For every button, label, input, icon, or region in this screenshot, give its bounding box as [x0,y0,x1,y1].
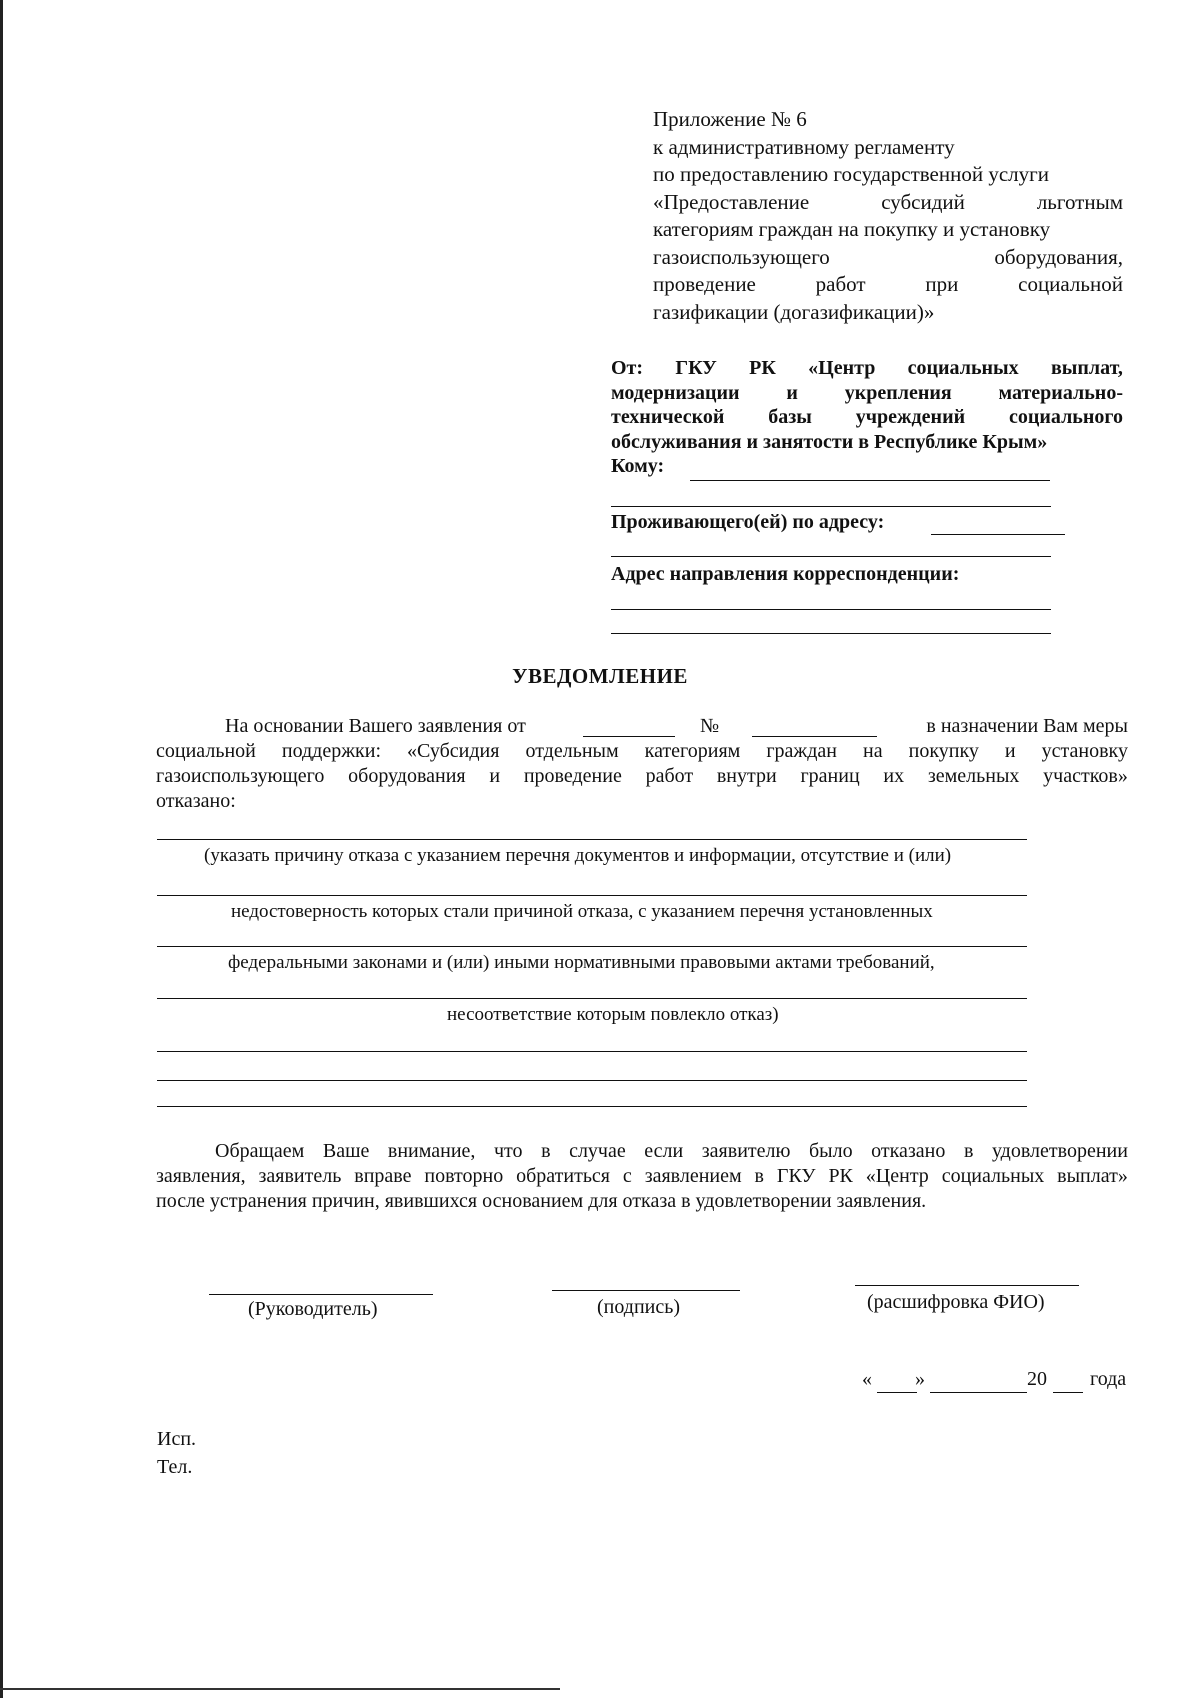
signature-caption: (подпись) [597,1296,681,1318]
word: От: [611,357,644,379]
word: поддержки: [281,740,382,762]
date-month-line[interactable] [930,1392,1027,1393]
date-century: 20 [1027,1368,1047,1390]
word: Ваше [322,1140,370,1162]
executor-label: Исп. [157,1428,197,1450]
scan-bottom-edge [0,1688,560,1690]
annex-line-text: по предоставлению государственной услуги [653,162,1049,186]
body-text-part1: На основании Вашего заявления от [225,715,526,737]
word: заявления, [156,1165,246,1187]
word: заявителю [701,1140,791,1162]
word: газоиспользующего [653,244,830,269]
attention-line-2 [156,1164,1128,1189]
word: работ [645,765,694,787]
application-number-line[interactable] [752,736,877,737]
word: укрепления [844,381,952,404]
word: РК [828,1165,853,1187]
address-field-line[interactable] [931,534,1065,535]
sender-line-justified [611,405,1123,430]
word: технической [611,406,725,428]
word: повторно [424,1165,504,1187]
date-day-line[interactable] [877,1392,917,1393]
word: оборудования [348,765,466,787]
word: социальной [1018,272,1123,296]
word: в [963,1140,974,1162]
word: внимание, [387,1140,476,1162]
word: заявитель [258,1165,342,1187]
recipient-label: Кому: [611,455,665,477]
annex-line: к административному регламенту [653,134,955,159]
head-signature-line[interactable] [209,1294,433,1295]
word: субсидий [881,189,965,214]
word: социальных [941,1165,1045,1187]
word: модернизации [611,381,740,404]
annex-line-justified [653,189,1123,217]
recipient-field-line[interactable] [690,480,1050,481]
annex-line: Приложение № 6 [653,107,807,131]
reason-hint-4: несоответствие которым повлекло отказ) [447,1004,779,1025]
word: социальных [907,357,1019,379]
word: социального [1008,406,1123,428]
reason-line-6[interactable] [157,1080,1027,1081]
word: категориям [644,740,741,762]
notice-body-line-2 [156,739,1128,764]
word: социальной [156,740,256,762]
word: проведение [653,272,756,296]
word: работ [815,272,866,296]
word: базы [768,406,812,428]
reason-line-5[interactable] [157,1051,1027,1052]
correspondence-field-line-2[interactable] [611,633,1051,634]
signature-line[interactable] [552,1290,740,1291]
word: обратиться [516,1165,611,1187]
word: заявлением [644,1165,742,1187]
reason-hint-2: недостоверность которых стали причиной отказа, с указанием перечня установленных [231,901,933,922]
word: было [809,1140,853,1162]
word: что [493,1140,523,1162]
correspondence-label: Адрес направления корреспонденции: [611,563,960,585]
date-open-quote: « [862,1368,872,1390]
head-caption: (Руководитель) [248,1298,378,1320]
application-date-line[interactable] [583,736,675,737]
reason-line-1[interactable] [157,839,1027,840]
recipient-field-line-2[interactable] [611,506,1051,507]
word: выплат, [1050,357,1123,379]
notice-title: УВЕДОМЛЕНИЕ [512,664,688,688]
word: оборудования, [994,244,1123,269]
attention-line-1 [156,1139,1128,1164]
word: льготным [1036,189,1123,214]
reason-line-4[interactable] [157,998,1027,999]
notice-body [156,714,1128,814]
word: РК [749,357,776,379]
word: границ [800,765,860,787]
word: их [883,765,905,787]
phone-label: Тел. [157,1456,193,1478]
word: проведение [523,765,622,787]
word: «Предоставление [653,189,810,214]
word: установку [1041,740,1128,762]
word: учреждений [855,406,966,428]
sender-block [611,356,1123,454]
word: вправе [354,1165,412,1187]
notice-body-line-4: отказано: [156,790,236,812]
word: внутри [716,765,777,787]
word: граждан [766,740,837,762]
number-sign: № [700,715,720,737]
word: в [541,1140,551,1162]
word: покупку [908,740,979,762]
annex-line [653,161,1123,189]
annex-line: газификации (догазификации)» [653,299,935,324]
annex-line-justified [653,271,1123,299]
annex-line: категориям граждан на покупку и установку [653,217,1051,241]
word: ГКУ [675,357,717,379]
reason-line-7[interactable] [157,1106,1027,1107]
scan-left-edge [0,0,3,1698]
address-label: Проживающего(ей) по адресу: [611,511,885,533]
word: удовлетворении [991,1140,1128,1162]
date-close-quote: » [915,1368,925,1390]
annex-block [653,106,1123,326]
word: и [489,765,501,787]
word: если [644,1140,684,1162]
full-name-caption: (расшифровка ФИО) [867,1291,1045,1313]
notice-body-line-3 [156,764,1128,789]
notice-body-line-1 [156,714,1128,739]
reason-hint-1: (указать причину отказа с указанием перечня документов и информации, отсутствие и (или) [204,845,952,866]
word: выплат» [1057,1165,1128,1187]
word: и [786,381,798,404]
reason-line-2[interactable] [157,895,1027,896]
word: с [622,1165,632,1187]
word: отдельным [525,740,619,762]
word: «Центр [865,1165,929,1187]
word: при [925,272,959,296]
word: участков» [1043,765,1128,787]
word: ГКУ [776,1165,816,1187]
word: в [754,1165,764,1187]
reason-line-3[interactable] [157,946,1027,947]
date-year-line[interactable] [1053,1392,1083,1393]
word: отказано [871,1140,946,1162]
word: Обращаем [215,1140,305,1162]
word: на [863,740,883,762]
correspondence-field-line[interactable] [611,609,1051,610]
word: газоиспользующего [156,765,325,787]
word: «Центр [808,357,876,379]
word: материально- [998,381,1123,404]
word: земельных [927,765,1020,787]
attention-paragraph [156,1139,1128,1214]
address-field-line-2[interactable] [611,556,1051,557]
full-name-line[interactable] [855,1285,1079,1286]
reason-hint-3: федеральными законами и (или) иными нормативными правовыми актами требований, [228,952,935,973]
sender-line: обслуживания и занятости в Республике Крым» [611,430,1048,453]
sender-line-justified [611,381,1123,406]
word: и [1004,740,1016,762]
word: случае [569,1140,626,1162]
word: «Субсидия [407,740,500,762]
annex-line-justified [653,244,1123,272]
attention-line-3: после устранения причин, явившихся основанием для отказа в удовлетворении заявления. [156,1190,927,1212]
sender-line-justified [611,356,1123,381]
date-year-suffix: года [1090,1368,1127,1390]
body-text-part2: в назначении Вам меры [926,715,1128,737]
